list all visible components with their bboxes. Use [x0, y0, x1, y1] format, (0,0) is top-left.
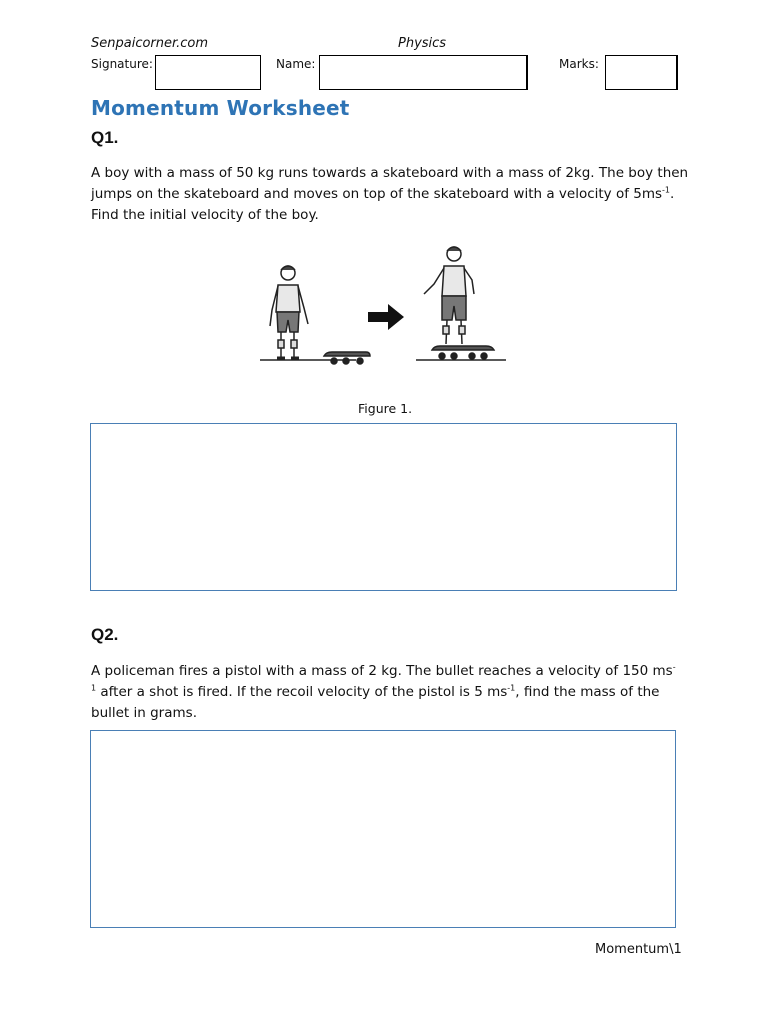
marks-field[interactable] [605, 55, 678, 90]
figure-caption: Figure 1. [358, 401, 413, 416]
figure-boy-skateboard [256, 240, 512, 385]
marks-label: Marks: [559, 57, 599, 71]
q2-heading: Q2. [91, 625, 119, 644]
subject-label: Physics [398, 36, 447, 51]
worksheet-title: Momentum Worksheet [91, 96, 350, 120]
name-field[interactable] [319, 55, 528, 90]
q1-answer-box[interactable] [90, 423, 677, 591]
q1-question-text: A boy with a mass of 50 kg runs towards a skateboard with a mass of 2kg. The boy then jumps on the skateboard and moves on top of the skateboard with a velocity of $5ms^{-1}$. Find the initial velocity of the boy. [91, 165, 689, 223]
q1-heading: Q1. [91, 128, 119, 147]
signature-field[interactable] [155, 55, 261, 90]
name-label: Name: [276, 57, 316, 71]
page-footer: Momentum\1 [595, 942, 682, 957]
q2-answer-box[interactable] [90, 730, 676, 928]
site-name: Senpaicorner.com [91, 36, 209, 51]
signature-label: Signature: [91, 57, 153, 71]
q2-question-text: A policeman fires a pistol with a mass of 2 kg. The bullet reaches a velocity of 150 $ms^{-1}$ after a shot is fired. If the recoil velocity of the pistol is 5 $ms^{-1}$, find the mass of the bullet in grams. [91, 662, 676, 721]
